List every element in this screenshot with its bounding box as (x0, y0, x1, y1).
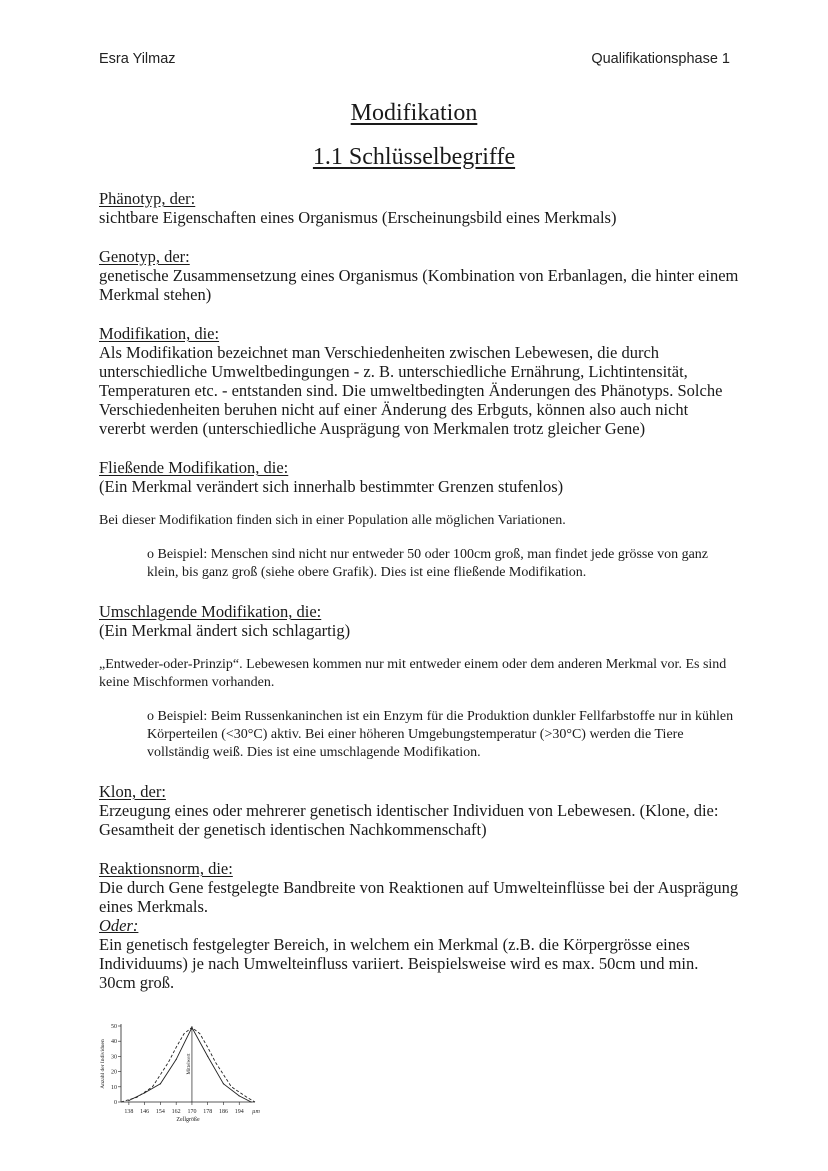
x-tick-label: 138 (124, 1109, 134, 1115)
x-unit-label: µm (252, 1109, 260, 1115)
def-fliessend: (Ein Merkmal verändert sich innerhalb bestimmter Grenzen stufenlos) (99, 477, 564, 496)
term-reaktionsnorm: Reaktionsnorm, die: (99, 859, 233, 878)
data-point (239, 1095, 240, 1096)
def-umschlagend: (Ein Merkmal ändert sich schlagartig) (99, 621, 351, 640)
definition-phaenotyp (99, 189, 739, 227)
def-klon: Erzeugung eines oder mehrerer genetisch identischer Individuen von Lebewesen. (Klone, die: Gesamtheit der genetisch identischen Nachkommenschaft) (99, 801, 719, 839)
y-tick-label: 20 (111, 1069, 117, 1076)
definition-reaktionsnorm (99, 859, 739, 992)
header-author: Esra Yilmaz (99, 51, 176, 67)
document-body (99, 189, 739, 1012)
header-phase: Qualifikationsphase 1 (591, 51, 730, 67)
x-axis-label: Zellgröße (176, 1117, 200, 1123)
definition-umschlagend (99, 602, 739, 762)
def-phaenotyp: sichtbare Eigenschaften eines Organismus (Erscheinungsbild eines Merkmals) (99, 208, 617, 227)
y-tick-label: 10 (111, 1084, 117, 1091)
oder-label: Oder: (99, 916, 139, 935)
data-point (250, 1101, 251, 1102)
y-tick-label: 0 (114, 1100, 117, 1106)
section-title: 1.1 Schlüsselbegriffe (312, 144, 516, 170)
data-point (176, 1059, 177, 1060)
def-reaktionsnorm: Die durch Gene festgelegte Bandbreite von Reaktionen auf Umwelteinflüsse bei der Ausprägung eines Merkmals. (99, 878, 739, 916)
note-umschlagend: „Entweder-oder-Prinzip“. Lebewesen kommen nur mit entweder einem oder dem anderen Merkmal vor. Es sind keine Mischformen vorhanden. (99, 657, 727, 690)
x-tick-label: 170 (187, 1109, 197, 1115)
definition-klon (99, 782, 739, 839)
y-axis-label: Anzahl der Individuen (100, 1039, 106, 1089)
term-phaenotyp: Phänotyp, der: (99, 189, 196, 208)
def-reaktionsnorm-2: Ein genetisch festgelegter Bereich, in welchem ein Merkmal (z.B. die Körpergrösse eines Individuums) je nach Umwelteinfluss variiert. Beispielsweise wird es max. 50cm und min. 30cm groß. (99, 935, 699, 992)
definition-genotyp (99, 247, 739, 304)
example-umschlagend: o Beispiel: Beim Russenkaninchen ist ein Enzym für die Produktion dunkler Fellfarbstoffe nur in kühlen Körperteilen (<30°C) aktiv. Bei einer höheren Umgebungstemperatur (>30°C) werden die Tiere vollständig weiß. Dies ist eine umschlagende Modifikation. (147, 709, 734, 760)
note-fliessend: Bei dieser Modifikation finden sich in einer Population alle möglichen Variationen. (99, 513, 566, 528)
example-fliessend: o Beispiel: Menschen sind nicht nur entweder 50 oder 100cm groß, man findet jede grösse von ganz klein, bis ganz groß (siehe obere Grafik). Dies ist eine fließende Modifikation. (147, 547, 709, 580)
term-modifikation: Modifikation, die: (99, 324, 220, 343)
term-umschlagend: Umschlagende Modifikation, die: (99, 602, 322, 621)
data-point (223, 1083, 224, 1084)
page-title: Modifikation (350, 100, 478, 126)
mean-label: Mittelwert (186, 1053, 192, 1075)
x-tick-label: 186 (218, 1109, 228, 1115)
y-tick-label: 40 (111, 1039, 117, 1046)
x-tick-label: 162 (171, 1109, 181, 1115)
definition-fliessend (99, 458, 739, 582)
term-klon: Klon, der: (99, 782, 166, 801)
x-tick-label: 154 (155, 1109, 165, 1115)
def-genotyp: genetische Zusammensetzung eines Organismus (Kombination von Erbanlagen, die hinter einem Merkmal stehen) (99, 266, 739, 304)
y-tick-label: 30 (111, 1054, 117, 1061)
def-modifikation: Als Modifikation bezeichnet man Verschiedenheiten zwischen Lebewesen, die durch unterschiedliche Umweltbedingungen - z. B. unterschiedliche Ernährung, Lichtintensität, Temperaturen etc. - entstanden sind. Die umweltbedingten Änderungen des Phänotyps. Solche Verschiedenheiten beruhen nicht auf einer Änderung des Erbguts, können also auch nicht vererbt werden (unterschiedliche Ausprägung von Merkmalen trotz gleicher Gene) (99, 343, 723, 438)
x-tick-label: 178 (203, 1109, 213, 1115)
x-tick-label: 146 (140, 1109, 150, 1115)
term-fliessend: Fließende Modifikation, die: (99, 458, 289, 477)
y-tick-label: 50 (111, 1024, 117, 1030)
data-point (207, 1056, 208, 1057)
cell-size-distribution-chart (97, 1018, 267, 1128)
data-point (160, 1083, 161, 1084)
term-genotyp: Genotyp, der: (99, 247, 190, 266)
definition-modifikation (99, 324, 739, 438)
x-tick-label: 194 (234, 1109, 244, 1115)
